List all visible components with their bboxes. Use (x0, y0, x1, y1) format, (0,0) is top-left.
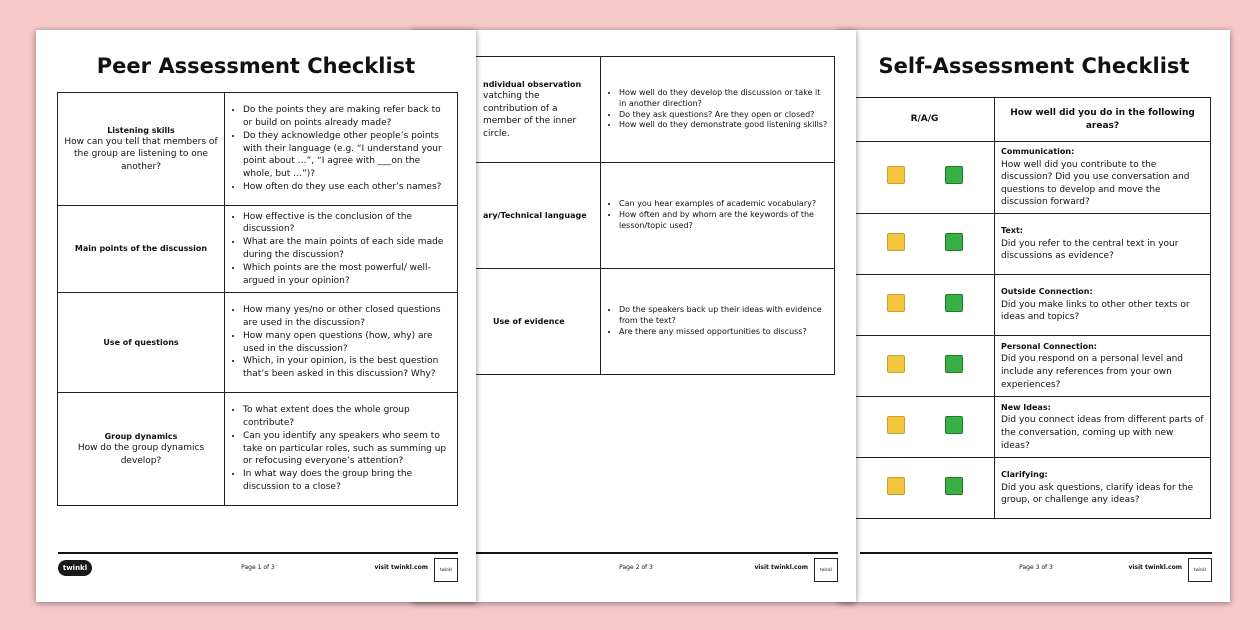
page-title: Self-Assessment Checklist (878, 54, 1190, 78)
area-question: How well did you contribute to the discussion? Did you use conversation and questions to develop and move the discussion forward? (1001, 159, 1190, 208)
page-footer (434, 552, 838, 590)
page-title: Peer Assessment Checklist (96, 54, 416, 78)
points-cell (225, 293, 458, 393)
list-item: • To what extent does the whole group contribute? (243, 404, 451, 430)
green-square-icon[interactable] (945, 233, 963, 251)
area-title: Personal Connection: (1001, 341, 1097, 351)
area-title: New Ideas: (1001, 402, 1051, 412)
list-item: • How effective is the conclusion of the discussion? (243, 211, 451, 237)
twinkl-logo-icon: twinkl (58, 560, 92, 576)
table-row (855, 457, 1211, 518)
list-item: • Which, in your opinion, is the best question that’s been asked in this discussion? Why? (243, 355, 451, 381)
table-row (855, 142, 1211, 214)
table-row (855, 274, 1211, 335)
area-title: Communication: (1001, 147, 1075, 156)
area-title: Clarifying: (1001, 470, 1048, 480)
list-item: • Are there any missed opportunities to discuss? (619, 327, 828, 338)
green-square-icon[interactable] (945, 294, 963, 312)
area-cell (995, 213, 1211, 274)
criterion-label: Use of evidence (493, 316, 565, 326)
twinkl-badge-icon: twinkl (814, 558, 838, 582)
list-item: • Do the speakers back up their ideas with evidence from the text? (619, 305, 828, 327)
list-item: • Do they ask questions? Are they open or closed? (619, 110, 828, 121)
page-footer (860, 552, 1212, 590)
area-question: Did you refer to the central text in your discussions as evidence? (1001, 238, 1179, 262)
rag-cell (855, 335, 995, 396)
amber-square-icon[interactable] (887, 166, 905, 184)
area-cell (995, 457, 1211, 518)
page-number: Page 2 of 3 (619, 564, 653, 571)
criterion-label: Listening skills (107, 125, 175, 135)
question-header: How well did you do in the following areas? (995, 98, 1211, 142)
points-cell (601, 57, 835, 163)
page-number: Page 1 of 3 (241, 564, 275, 571)
list-item: • How often do they use each other’s names? (243, 181, 451, 194)
twinkl-badge-icon: twinkl (1188, 558, 1212, 582)
rag-cell (855, 396, 995, 457)
rag-cell (855, 213, 995, 274)
list-item: • In what way does the group bring the discussion to a close? (243, 468, 451, 494)
visit-link[interactable]: visit twinkl.com (374, 564, 428, 571)
list-item: • What are the main points of each side made during the discussion? (243, 236, 451, 262)
area-cell (995, 335, 1211, 396)
amber-square-icon[interactable] (887, 233, 905, 251)
table-row (58, 393, 458, 506)
rag-cell (855, 142, 995, 214)
rag-header: R/A/G (855, 98, 995, 142)
area-cell (995, 274, 1211, 335)
self-assessment-table (854, 97, 1211, 519)
list-item: • How many open questions (how, why) are used in the discussion? (243, 330, 451, 356)
table-row (58, 206, 458, 293)
criterion-cell (58, 293, 225, 393)
peer-assessment-table (57, 92, 458, 506)
table-row (58, 293, 458, 393)
criterion-label: Main points of the discussion (74, 244, 208, 254)
area-question: Did you connect ideas from different parts of the conversation, coming up with new ideas? (1001, 415, 1204, 451)
points-cell (225, 206, 458, 293)
amber-square-icon[interactable] (887, 294, 905, 312)
area-question: Did you respond on a personal level and include any references from your own experiences? (1001, 354, 1183, 390)
criterion-label: ary/Technical language (483, 210, 587, 220)
criterion-cell (58, 393, 225, 506)
area-cell (995, 396, 1211, 457)
green-square-icon[interactable] (945, 355, 963, 373)
points-cell (601, 163, 835, 269)
criterion-sublabel: vatching the contribution of a member of the inner circle. (483, 90, 577, 139)
points-cell (601, 269, 835, 375)
peer-assessment-page-1 (36, 30, 476, 602)
green-square-icon[interactable] (945, 416, 963, 434)
peer-assessment-page-2 (412, 30, 856, 602)
rag-cell (855, 457, 995, 518)
points-cell (225, 93, 458, 206)
self-assessment-page (838, 30, 1230, 602)
list-item: • How many yes/no or other closed questions are used in the discussion? (243, 304, 451, 330)
table-row (855, 335, 1211, 396)
list-item: • Which points are the most powerful/ well-argued in your opinion? (243, 262, 451, 288)
area-title: Text: (1001, 226, 1024, 236)
criterion-label: Group dynamics (104, 431, 178, 441)
list-item: • Can you identify any speakers who seem to take on particular roles, such as summing up or refocusing everyone’s attention? (243, 430, 451, 468)
amber-square-icon[interactable] (887, 355, 905, 373)
criterion-cell (58, 206, 225, 293)
criterion-cell (58, 93, 225, 206)
list-item: • How well do they develop the discussion or take it in another direction? (619, 88, 828, 110)
visit-link[interactable]: visit twinkl.com (1128, 564, 1182, 571)
visit-link[interactable]: visit twinkl.com (754, 564, 808, 571)
list-item: • Do they acknowledge other people’s points with their language (e.g. “I understand your point about …”, “I agree with ___on the whole, but …”)? (243, 130, 451, 181)
page-number: Page 3 of 3 (1019, 564, 1053, 571)
twinkl-badge-icon: twinkl (434, 558, 458, 582)
criterion-sublabel: How can you tell that members of the group are listening to one another? (64, 136, 218, 172)
rag-cell (855, 274, 995, 335)
list-item: • How often and by whom are the keywords of the lesson/topic used? (619, 210, 828, 232)
list-item: • Do the points they are making refer back to or build on points already made? (243, 104, 451, 130)
area-title: Outside Connection: (1001, 287, 1093, 297)
green-square-icon[interactable] (945, 477, 963, 495)
criterion-label: ndividual observation (483, 79, 582, 89)
list-item: • Can you hear examples of academic vocabulary? (619, 199, 828, 210)
list-item: • How well do they demonstrate good listening skills? (619, 120, 828, 131)
table-row (855, 213, 1211, 274)
page-footer (58, 552, 458, 590)
criterion-label: Use of questions (103, 337, 179, 347)
table-row (855, 396, 1211, 457)
area-cell (995, 142, 1211, 214)
amber-square-icon[interactable] (887, 416, 905, 434)
green-square-icon[interactable] (945, 166, 963, 184)
criterion-sublabel: How do the group dynamics develop? (77, 443, 205, 466)
points-cell (225, 393, 458, 506)
area-question: Did you ask questions, clarify ideas for the group, or challenge any ideas? (1001, 482, 1194, 506)
amber-square-icon[interactable] (887, 477, 905, 495)
table-row (58, 93, 458, 206)
area-question: Did you make links to other other texts or ideas and topics? (1001, 299, 1190, 323)
